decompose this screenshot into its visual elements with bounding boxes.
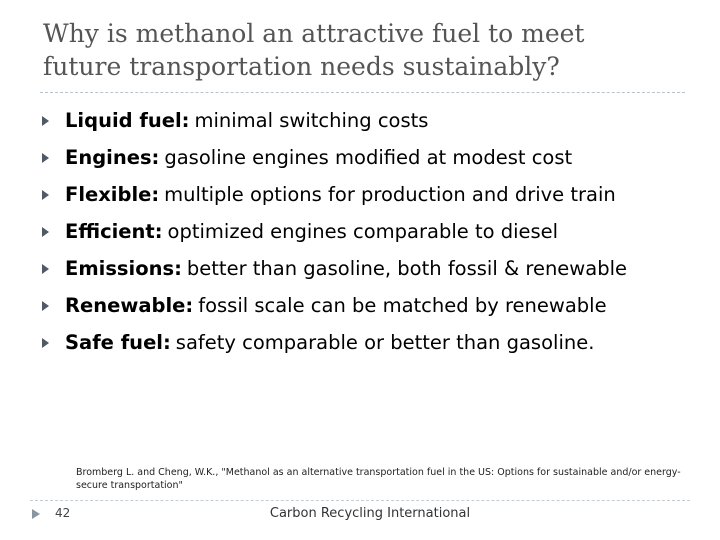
bullet-term: Engines: — [65, 146, 160, 169]
bullet-term: Liquid fuel: — [65, 109, 190, 132]
bullet-list — [42, 102, 702, 361]
bullet-text: optimized engines comparable to diesel — [167, 220, 559, 243]
page-number: 42 — [55, 506, 71, 520]
bullet-arrow-icon — [42, 301, 49, 311]
bullet-item — [42, 250, 702, 287]
bullet-item — [42, 213, 702, 250]
footer-text: Carbon Recycling International — [269, 506, 471, 521]
bullet-arrow-icon — [42, 338, 49, 348]
bullet-term: Emissions: — [65, 257, 182, 280]
citation: Bromberg L. and Cheng, W.K., "Methanol as an alternative transportation fuel in the US: Options for sustainable and/or energy-secure transportation" — [76, 467, 681, 491]
bullet-arrow-icon — [42, 116, 49, 126]
title-line-1: Why is methanol an attractive fuel to meet — [43, 19, 585, 48]
bullet-term: Efficient: — [65, 220, 163, 243]
title-divider — [40, 92, 685, 93]
bullet-text: minimal switching costs — [194, 109, 429, 132]
bullet-text: safety comparable or better than gasoline. — [175, 331, 595, 354]
bullet-arrow-icon — [42, 153, 49, 163]
bullet-text: gasoline engines modified at modest cost — [164, 146, 573, 169]
bullet-item — [42, 139, 702, 176]
bullet-arrow-icon — [42, 190, 49, 200]
bullet-item — [42, 102, 702, 139]
title-line-2: future transportation needs sustainably? — [43, 52, 560, 81]
footer-arrow-icon — [32, 509, 40, 519]
bullet-term: Flexible: — [65, 183, 160, 206]
bullet-item — [42, 324, 702, 361]
bullet-arrow-icon — [42, 227, 49, 237]
bullet-term: Renewable: — [65, 294, 194, 317]
bullet-text: multiple options for production and drive train — [164, 183, 616, 206]
bullet-term: Safe fuel: — [65, 331, 171, 354]
bullet-item — [42, 176, 702, 213]
slide-title — [43, 17, 683, 83]
bullet-arrow-icon — [42, 264, 49, 274]
footer-divider — [30, 500, 690, 501]
bullet-item — [42, 287, 702, 324]
bullet-text: fossil scale can be matched by renewable — [198, 294, 607, 317]
bullet-text: better than gasoline, both fossil & renewable — [186, 257, 627, 280]
